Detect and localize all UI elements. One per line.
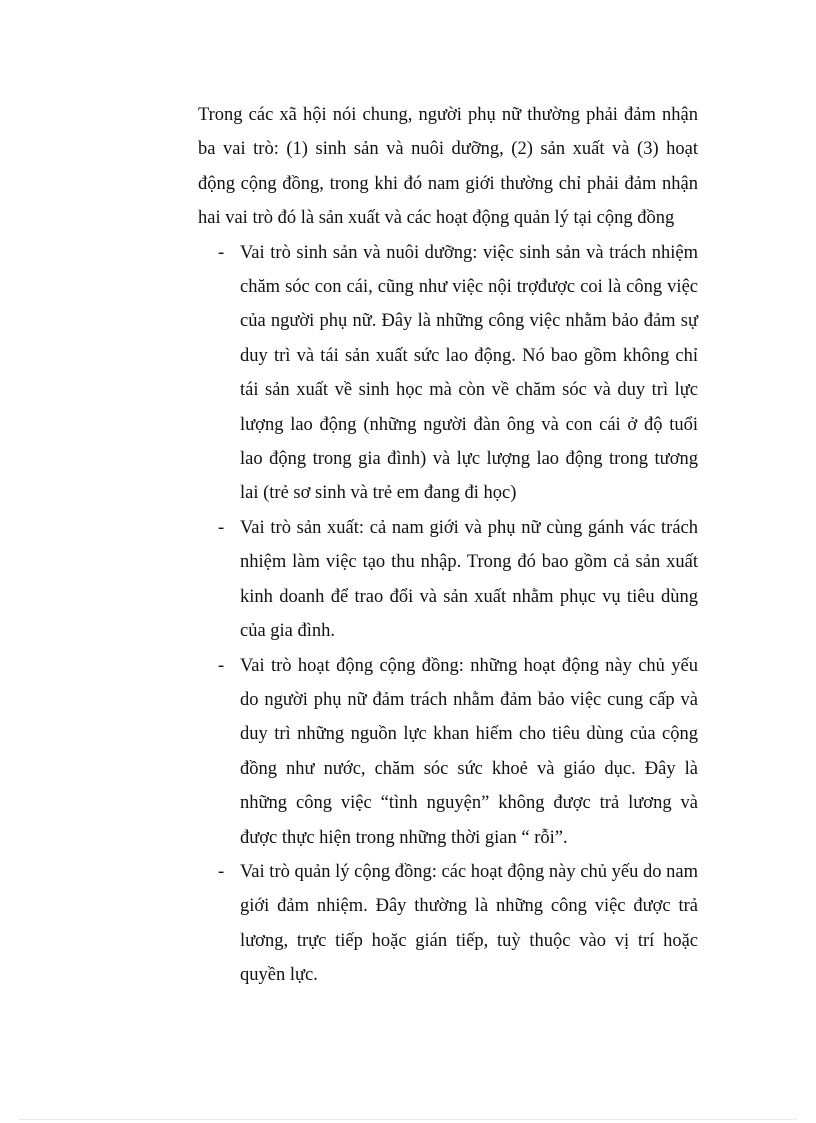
bullet-dash: -	[218, 655, 225, 676]
page-bottom-divider	[20, 1119, 796, 1120]
list-item-productive-role	[198, 511, 698, 649]
bullet-dash: -	[218, 242, 225, 263]
list-item-reproductive-role	[198, 236, 698, 511]
list-item-text: Vai trò quản lý cộng đồng: các hoạt động này chủ yếu do nam giới đảm nhiệm. Đây thường là những công việc được trả lương, trực tiếp hoặc gián tiếp, tuỳ thuộc vào vị trí hoặc quyền lực.	[240, 861, 698, 986]
list-item-text: Vai trò sản xuất: cả nam giới và phụ nữ cùng gánh vác trách nhiệm làm việc tạo thu nhập. Trong đó bao gồm cả sản xuất kinh doanh để trao đổi và sản xuất nhằm phục vụ tiêu dùng của gia đình.	[240, 517, 698, 642]
list-item-text: Vai trò sinh sản và nuôi dưỡng: việc sinh sản và trách nhiệm chăm sóc con cái, cũng như việc nội trợđược coi là công việc của người phụ nữ. Đây là những công việc nhằm bảo đảm sự duy trì và tái sản xuất sức lao động. Nó bao gồm không chỉ tái sản xuất về sinh học mà còn về chăm sóc và duy trì lực lượng lao động (những người đàn ông và con cái ở độ tuổi lao động trong gia đình) và lực lượng lao động trong tương lai (trẻ sơ sinh và trẻ em đang đi học)	[240, 242, 698, 504]
list-item-community-role	[198, 649, 698, 855]
list-item-text: Vai trò hoạt động cộng đồng: những hoạt động này chủ yếu do người phụ nữ đảm trách nhằm đảm bảo việc cung cấp và duy trì những nguồn lực khan hiếm cho tiêu dùng của cộng đồng như nước, chăm sóc sức khoẻ và giáo dục. Đây là những công việc “tình nguyện” không được trả lương và được thực hiện trong những thời gian “ rỗi”.	[240, 655, 698, 848]
list-item-community-management-role	[198, 855, 698, 993]
intro-paragraph: Trong các xã hội nói chung, người phụ nữ thường phải đảm nhận ba vai trò: (1) sinh sản và nuôi dưỡng, (2) sản xuất và (3) hoạt động cộng đồng, trong khi đó nam giới thường chỉ phải đảm nhận hai vai trò đó là sản xuất và các hoạt động quản lý tại cộng đồng	[198, 105, 698, 229]
bullet-dash: -	[218, 861, 225, 882]
bullet-dash: -	[218, 517, 225, 538]
role-list	[198, 236, 698, 993]
document-body	[198, 98, 698, 993]
